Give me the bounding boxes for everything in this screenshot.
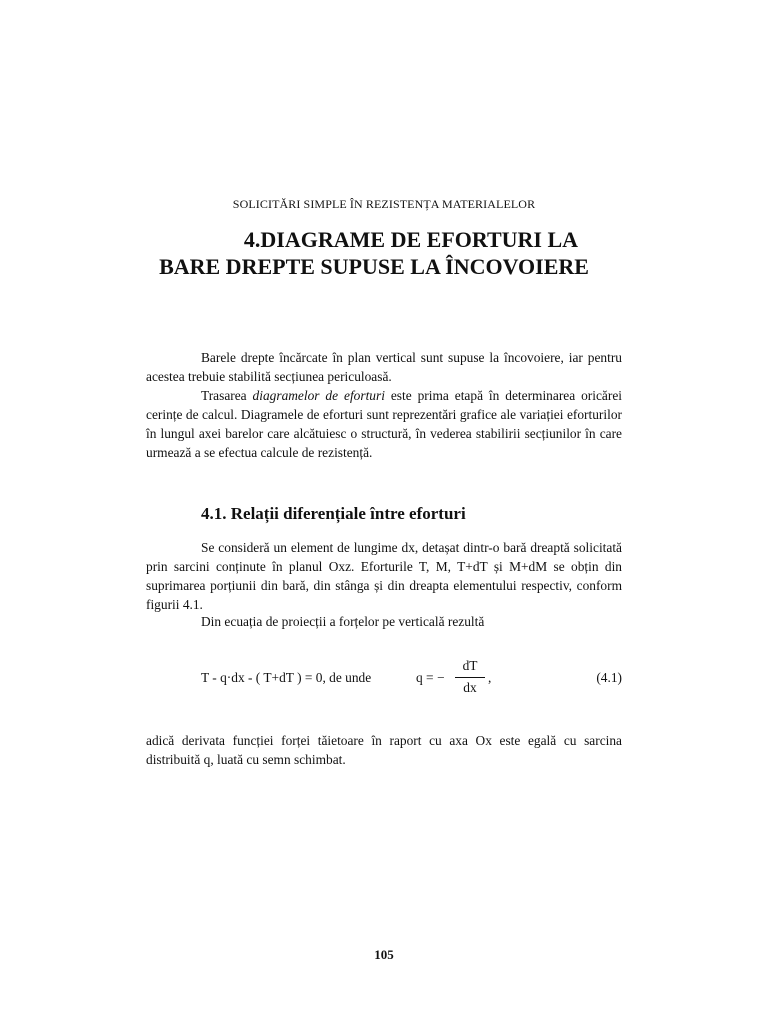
equation-lhs: q = − xyxy=(416,670,445,685)
equation-fraction xyxy=(455,658,485,696)
fraction-numerator: dT xyxy=(462,658,478,673)
paragraph-intro: Barele drepte încărcate în plan vertical sunt supuse la încovoiere, iar pentru acestea trebuie stabilită secțiunea periculoasă. xyxy=(146,350,622,384)
running-head: SOLICITĂRI SIMPLE ÎN REZISTENȚA MATERIALELOR xyxy=(232,197,536,211)
fraction-denominator: dx xyxy=(463,680,477,695)
chapter-title-line-1: 4.DIAGRAME DE EFORTURI LA xyxy=(243,227,579,252)
paragraph-definition-start: Trasarea xyxy=(201,388,253,403)
chapter-title xyxy=(0,226,768,280)
chapter-title-line-2: BARE DREPTE SUPUSE LA ÎNCOVOIERE xyxy=(159,254,589,279)
equation-comma: , xyxy=(488,670,492,685)
paragraph-definition-emphasis: diagramelor de eforturi xyxy=(252,388,385,403)
fraction-bar xyxy=(455,677,485,678)
paragraph-definition-rest: este prima etapă în determinarea oricărei cerințe de calcul. Diagramele de eforturi sunt reprezentări grafice ale variației eforturilor în lungul axei barelor care alcătuiesc o structură, în vederea stabilirii secțiunilor în care urmează a se efectua calcule de rezistență. xyxy=(146,388,622,460)
equation-4-1 xyxy=(146,658,622,704)
equation-main: T - q·dx - ( T+dT ) = 0, de unde xyxy=(201,670,372,685)
page-number: 105 xyxy=(374,947,394,962)
paragraph-definition xyxy=(146,386,622,462)
paragraph-derivative: adică derivata funcției forței tăietoare în raport cu axa Ox este egală cu sarcina distribuită q, luată cu semn schimbat. xyxy=(146,733,622,767)
paragraph-projection: Din ecuația de proiecții a forțelor pe verticală rezultă xyxy=(201,614,485,629)
section-title: 4.1. Relații diferențiale între eforturi xyxy=(201,504,466,523)
equation-number: (4.1) xyxy=(596,670,622,685)
paragraph-element: Se consideră un element de lungime dx, detașat dintr-o bară dreaptă solicitată prin sarcini conținute în planul Oxz. Eforturile T, M, T+dT și M+dM se obțin din suprimarea porțiunii din bară, din stânga și din dreapta elementului respectiv, conform figurii 4.1. xyxy=(146,540,622,612)
